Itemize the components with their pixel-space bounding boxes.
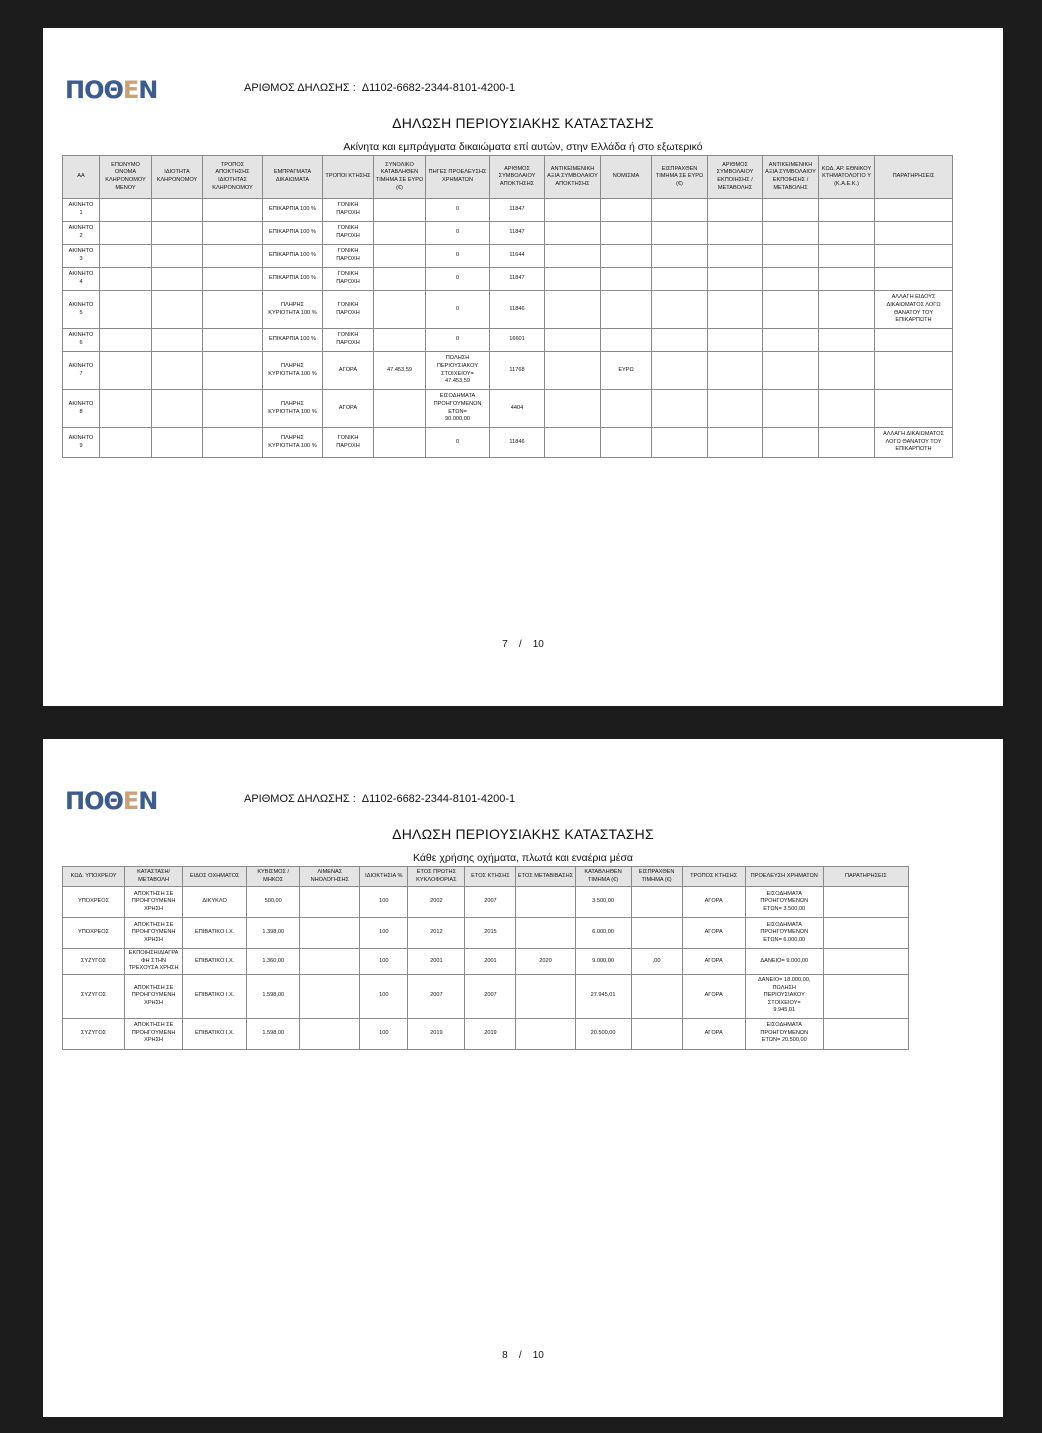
column-header: ΕΙΣΠΡΑΧΘΕΝ ΤΙΜΗΜΑ (€) xyxy=(631,867,682,887)
table-cell xyxy=(203,428,263,458)
table-cell xyxy=(100,329,152,352)
table-cell: ΑΓΟΡΑ xyxy=(682,949,745,975)
table-cell xyxy=(652,329,708,352)
table-cell: 2001 xyxy=(465,949,516,975)
table-cell: ΕΠΙΚΑΡΠΙΑ 100 % xyxy=(263,245,323,268)
table-cell: ΕΠΙΚΑΡΠΙΑ 100 % xyxy=(263,329,323,352)
table-cell: ΓΟΝΙΚΗ ΠΑΡΟΧΗ xyxy=(323,329,374,352)
declaration-number: ΑΡΙΘΜΟΣ ΔΗΛΩΣΗΣ : Δ1102-6682-2344-8101-4200-1 xyxy=(244,793,516,805)
table-cell: ,00 xyxy=(631,949,682,975)
column-header: ΝΟΜΙΣΜΑ xyxy=(601,156,652,199)
table-cell xyxy=(819,199,875,222)
table-cell: ΣΥΖΥΓΟΣ xyxy=(63,949,125,975)
table-cell xyxy=(374,428,426,458)
table-cell xyxy=(819,222,875,245)
page-indicator: 7 / 10 xyxy=(502,639,544,650)
table-cell: ΑΚΙΝΗΤΟ 6 xyxy=(63,329,100,352)
table-cell xyxy=(203,268,263,291)
table-cell: ΓΟΝΙΚΗ ΠΑΡΟΧΗ xyxy=(323,199,374,222)
column-header: ΑΝΤΙΚΕΙΜΕΝΙΚΗ ΑΞΙΑ ΣΥΜΒΟΛΑΙΟΥ ΑΠΟΚΤΗΣΗΣ xyxy=(545,156,601,199)
table-cell: ΠΛΗΡΗΣ ΚΥΡΙΟΤΗΤΑ 100 % xyxy=(263,352,323,390)
table-cell: 100 xyxy=(360,949,408,975)
column-header: ΑΝΤΙΚΕΙΜΕΝΙΚΗ ΑΞΙΑ ΣΥΜΒΟΛΑΙΟΥ ΕΚΠΟΙΗΣΗΣ / ΜΕΤΑΒΟΛΗΣ xyxy=(763,156,819,199)
table-cell: ΠΛΗΡΗΣ ΚΥΡΙΟΤΗΤΑ 100 % xyxy=(263,390,323,428)
table-cell: ΑΓΟΡΑ xyxy=(323,390,374,428)
table-cell: ΕΠΙΒΑΤΙΚΟ Ι.Χ. xyxy=(183,918,247,949)
table-cell xyxy=(100,245,152,268)
table-cell xyxy=(652,352,708,390)
table-cell xyxy=(374,245,426,268)
table-cell xyxy=(823,974,908,1018)
table-cell: ΕΙΣΟΔΗΜΑΤΑ ΠΡΟΗΓΟΥΜΕΝΩΝ ΕΤΩΝ= 3.500,00 xyxy=(745,887,823,918)
table-cell: ΥΠΟΧΡΕΟΣ xyxy=(63,918,125,949)
table-header-row xyxy=(63,867,909,887)
column-header: ΕΙΔΟΣ ΟΧΗΜΑΤΟΣ xyxy=(183,867,247,887)
table-cell xyxy=(203,199,263,222)
column-header: ΤΡΟΠΟΣ ΚΤΗΣΗΣ xyxy=(682,867,745,887)
column-header: ΚΑΤΑΒΛΗΘΕΝ ΤΙΜΗΜΑ (€) xyxy=(575,867,631,887)
table-cell: 0 xyxy=(426,268,490,291)
table-cell: ΑΠΟΚΤΗΣΗ ΣΕ ΠΡΟΗΓΟΥΜΕΝΗ ΧΡΗΣΗ xyxy=(125,887,183,918)
table-cell xyxy=(152,352,203,390)
table-cell xyxy=(763,352,819,390)
table-cell xyxy=(100,352,152,390)
table-row xyxy=(63,390,953,428)
table-row xyxy=(63,245,953,268)
table-cell: ΑΛΛΑΓΗ ΕΙΔΟΥΣ ΔΙΚΑΙΩΜΑΤΟΣ ΛΟΓΩ ΘΑΝΑΤΟΥ ΤΟΥ ΕΠΙΚΑΡΠΩΤΗ xyxy=(875,291,953,329)
table-row xyxy=(63,428,953,458)
table-cell xyxy=(100,428,152,458)
table-cell xyxy=(708,428,763,458)
table-cell: ΑΓΟΡΑ xyxy=(682,887,745,918)
table-cell xyxy=(152,329,203,352)
table-cell: 4404 xyxy=(490,390,545,428)
table-cell xyxy=(601,291,652,329)
table-cell: ΕΙΣΟΔΗΜΑΤΑ ΠΡΟΗΓΟΥΜΕΝΩΝ ΕΤΩΝ= 20.500,00 xyxy=(745,1018,823,1049)
page-indicator: 8 / 10 xyxy=(502,1350,544,1361)
table-cell: 0 xyxy=(426,245,490,268)
table-cell xyxy=(708,199,763,222)
column-header: ΕΠΩΝΥΜΟ ΟΝΟΜΑ ΚΛΗΡΟΝΟΜΟΥ ΜΕΝΟΥ xyxy=(100,156,152,199)
column-header: ΙΔΙΟΤΗΤΑ ΚΛΗΡΟΝΟΜΟΥ xyxy=(152,156,203,199)
table-cell: 2007 xyxy=(465,887,516,918)
column-header: ΕΜΠΡΑΓΜΑΤΑ ΔΙΚΑΙΩΜΑΤΑ xyxy=(263,156,323,199)
table-cell xyxy=(100,268,152,291)
table-cell xyxy=(516,918,575,949)
table-cell xyxy=(763,268,819,291)
table-cell: 0 xyxy=(426,428,490,458)
table-cell xyxy=(203,222,263,245)
table-cell xyxy=(100,199,152,222)
potheN-logo: ΠΟΘΕΝ xyxy=(65,76,158,104)
table-cell xyxy=(152,291,203,329)
table-cell xyxy=(652,245,708,268)
table-cell xyxy=(545,291,601,329)
table-cell xyxy=(152,268,203,291)
table-cell: 11847 xyxy=(490,268,545,291)
table-cell xyxy=(763,390,819,428)
table-cell xyxy=(300,887,360,918)
table-cell xyxy=(763,222,819,245)
column-header: ΑΑ xyxy=(63,156,100,199)
table-row xyxy=(63,918,909,949)
table-cell xyxy=(203,291,263,329)
table-cell: ΑΠΟΚΤΗΣΗ ΣΕ ΠΡΟΗΓΟΥΜΕΝΗ ΧΡΗΣΗ xyxy=(125,1018,183,1049)
table-cell: ΑΚΙΝΗΤΟ 4 xyxy=(63,268,100,291)
table-cell xyxy=(875,268,953,291)
table-cell xyxy=(652,199,708,222)
table-cell xyxy=(545,245,601,268)
table-cell xyxy=(708,245,763,268)
table-cell: 0 xyxy=(426,199,490,222)
document-page-7 xyxy=(43,28,1003,706)
table-cell xyxy=(631,887,682,918)
table-cell: 500,00 xyxy=(247,887,300,918)
table-cell xyxy=(875,390,953,428)
table-cell xyxy=(708,390,763,428)
column-header: ΠΗΓΕΣ ΠΡΟΕΛΕΥΣΗΣ ΧΡΗΜΑΤΩΝ xyxy=(426,156,490,199)
table-cell xyxy=(545,268,601,291)
table-cell xyxy=(819,428,875,458)
table-cell: 3.500,00 xyxy=(575,887,631,918)
table-cell xyxy=(763,291,819,329)
table-cell: 11768 xyxy=(490,352,545,390)
table-cell xyxy=(763,245,819,268)
table-cell: 47.453,59 xyxy=(374,352,426,390)
column-header: ΕΤΟΣ ΚΤΗΣΗΣ xyxy=(465,867,516,887)
table-cell: ΑΛΛΑΓΗ ΔΙΚΑΙΩΜΑΤΟΣ ΛΟΓΩ ΘΑΝΑΤΟΥ ΤΟΥ ΕΠΙΚΑΡΠΩΤΗ xyxy=(875,428,953,458)
table-cell: ΕΙΣΟΔΗΜΑΤΑ ΠΡΟΗΓΟΥΜΕΝΩΝ ΕΤΩΝ= 90.000,00 xyxy=(426,390,490,428)
table-cell: 100 xyxy=(360,1018,408,1049)
table-cell xyxy=(819,291,875,329)
table-cell xyxy=(374,199,426,222)
table-cell: ΔΙΚΥΚΛΟ xyxy=(183,887,247,918)
column-header: ΚΑΤΑΣΤΑΣΗ/ ΜΕΤΑΒΟΛΗ xyxy=(125,867,183,887)
table-cell xyxy=(601,428,652,458)
table-cell: 20.500,00 xyxy=(575,1018,631,1049)
table-cell xyxy=(819,352,875,390)
table-cell: 27.945,01 xyxy=(575,974,631,1018)
table-cell: ΑΠΟΚΤΗΣΗ ΣΕ ΠΡΟΗΓΟΥΜΕΝΗ ΧΡΗΣΗ xyxy=(125,918,183,949)
section-subtitle: Κάθε χρήσης οχήματα, πλωτά και εναέρια μέσα xyxy=(412,852,633,864)
table-cell xyxy=(545,428,601,458)
table-cell xyxy=(545,199,601,222)
table-row xyxy=(63,222,953,245)
table-cell: ΥΠΟΧΡΕΟΣ xyxy=(63,887,125,918)
table-cell: ΑΓΟΡΑ xyxy=(682,974,745,1018)
table-cell: ΓΟΝΙΚΗ ΠΑΡΟΧΗ xyxy=(323,245,374,268)
table-cell xyxy=(875,245,953,268)
table-cell xyxy=(823,887,908,918)
table-cell xyxy=(708,329,763,352)
table-cell xyxy=(152,245,203,268)
table-cell: ΕΠΙΚΑΡΠΙΑ 100 % xyxy=(263,222,323,245)
table-cell: ΕΙΣΟΔΗΜΑΤΑ ΠΡΟΗΓΟΥΜΕΝΩΝ ΕΤΩΝ= 6.000,00 xyxy=(745,918,823,949)
table-cell xyxy=(300,918,360,949)
table-cell xyxy=(763,199,819,222)
table-row xyxy=(63,268,953,291)
table-cell: ΕΠΙΚΑΡΠΙΑ 100 % xyxy=(263,268,323,291)
table-cell xyxy=(631,1018,682,1049)
table-cell xyxy=(374,390,426,428)
table-cell xyxy=(516,887,575,918)
table-cell xyxy=(652,428,708,458)
table-cell: 11846 xyxy=(490,428,545,458)
table-cell xyxy=(652,390,708,428)
table-cell: ΕΠΙΒΑΤΙΚΟ Ι.Χ. xyxy=(183,1018,247,1049)
table-cell xyxy=(601,390,652,428)
table-cell xyxy=(652,222,708,245)
column-header: ΤΡΟΠΟΙ ΚΤΗΣΗΣ xyxy=(323,156,374,199)
table-cell xyxy=(374,291,426,329)
column-header: ΑΡΙΘΜΟΣ ΣΥΜΒΟΛΑΙΟΥ ΕΚΠΟΙΗΣΗΣ /ΜΕΤΑΒΟΛΗΣ xyxy=(708,156,763,199)
column-header: ΛΙΜΕΝΑΣ ΝΗΟΛΟΓΗΣΗΣ xyxy=(300,867,360,887)
table-cell: 9.000,00 xyxy=(575,949,631,975)
table-cell: ΣΥΖΥΓΟΣ xyxy=(63,1018,125,1049)
table-cell: 2019 xyxy=(465,1018,516,1049)
table-cell: 100 xyxy=(360,918,408,949)
table-cell: ΕΠΙΒΑΤΙΚΟ Ι.Χ. xyxy=(183,974,247,1018)
table-cell: ΕΥΡΩ xyxy=(601,352,652,390)
table-cell xyxy=(152,199,203,222)
table-cell: 2019 xyxy=(408,1018,465,1049)
section-subtitle: Ακίνητα και εμπράγματα δικαιώματα επί αυτών, στην Ελλάδα ή στο εξωτερικό xyxy=(343,141,703,153)
table-cell xyxy=(819,245,875,268)
table-cell xyxy=(203,390,263,428)
table-cell xyxy=(875,199,953,222)
table-cell xyxy=(819,268,875,291)
table-row xyxy=(63,949,909,975)
table-cell: 6.000,00 xyxy=(575,918,631,949)
table-cell xyxy=(203,352,263,390)
table-cell: ΑΚΙΝΗΤΟ 8 xyxy=(63,390,100,428)
table-cell xyxy=(100,291,152,329)
table-cell: 100 xyxy=(360,974,408,1018)
table-cell xyxy=(374,222,426,245)
table-row xyxy=(63,329,953,352)
column-header: ΠΡΟΕΛΕΥΣΗ ΧΡΗΜΑΤΩΝ xyxy=(745,867,823,887)
table-cell: 0 xyxy=(426,291,490,329)
table-cell: ΑΓΟΡΑ xyxy=(682,1018,745,1049)
table-cell xyxy=(631,918,682,949)
table-cell: ΓΟΝΙΚΗ ΠΑΡΟΧΗ xyxy=(323,268,374,291)
table-cell xyxy=(652,291,708,329)
table-cell xyxy=(203,329,263,352)
table-header-row xyxy=(63,156,953,199)
table-cell xyxy=(875,352,953,390)
table-cell: 0 xyxy=(426,222,490,245)
table-cell xyxy=(823,949,908,975)
table-cell xyxy=(374,329,426,352)
table-cell: ΕΠΙΚΑΡΠΙΑ 100 % xyxy=(263,199,323,222)
table-cell xyxy=(823,918,908,949)
table-cell: ΑΠΟΚΤΗΣΗ ΣΕ ΠΡΟΗΓΟΥΜΕΝΗ ΧΡΗΣΗ xyxy=(125,974,183,1018)
table-cell: ΔΑΝΕΙΟ= 18.000,00, ΠΩΛΗΣΗ ΠΕΡΙΟΥΣΙΑΚΟΥ ΣΤΟΙΧΕΙΟΥ= 9.945,01 xyxy=(745,974,823,1018)
vehicles-table xyxy=(62,866,909,1050)
table-cell: 2015 xyxy=(465,918,516,949)
table-cell: ΓΟΝΙΚΗ ΠΑΡΟΧΗ xyxy=(323,428,374,458)
column-header: ΚΥΒΙΣΜΟΣ / ΜΗΚΟΣ xyxy=(247,867,300,887)
table-row xyxy=(63,974,909,1018)
table-cell: ΣΥΖΥΓΟΣ xyxy=(63,974,125,1018)
table-cell: 1.598,00 xyxy=(247,1018,300,1049)
column-header: ΕΤΟΣ ΠΡΩΤΗΣ ΚΥΚΛΟΦΟΡΙΑΣ xyxy=(408,867,465,887)
table-cell xyxy=(708,291,763,329)
table-cell: 1.598,00 xyxy=(247,974,300,1018)
table-cell xyxy=(100,222,152,245)
column-header: ΠΑΡΑΤΗΡΗΣΕΙΣ xyxy=(823,867,908,887)
table-cell xyxy=(631,974,682,1018)
table-cell: ΑΚΙΝΗΤΟ 2 xyxy=(63,222,100,245)
table-cell xyxy=(708,352,763,390)
table-cell: ΑΚΙΝΗΤΟ 7 xyxy=(63,352,100,390)
real-estate-table xyxy=(62,155,953,458)
table-cell: ΑΚΙΝΗΤΟ 5 xyxy=(63,291,100,329)
table-cell: 0 xyxy=(426,329,490,352)
table-cell: 1.398,00 xyxy=(247,918,300,949)
table-cell: 2007 xyxy=(465,974,516,1018)
table-cell xyxy=(708,222,763,245)
table-cell xyxy=(763,329,819,352)
table-cell xyxy=(819,329,875,352)
table-cell xyxy=(152,428,203,458)
table-cell: 2001 xyxy=(408,949,465,975)
table-cell xyxy=(100,390,152,428)
table-cell: 2012 xyxy=(408,918,465,949)
table-cell: 2002 xyxy=(408,887,465,918)
table-row xyxy=(63,887,909,918)
table-cell: ΕΠΙΒΑΤΙΚΟ Ι.Χ. xyxy=(183,949,247,975)
table-cell xyxy=(708,268,763,291)
table-cell xyxy=(763,428,819,458)
table-cell xyxy=(875,222,953,245)
potheN-logo: ΠΟΘΕΝ xyxy=(65,787,158,815)
table-cell xyxy=(601,245,652,268)
table-cell xyxy=(516,974,575,1018)
table-cell xyxy=(601,222,652,245)
column-header: ΣΥΝΟΛΙΚΟ ΚΑΤΑΒΛΗΘΕΝ ΤΙΜΗΜΑ ΣΕ ΕΥΡΩ (€) xyxy=(374,156,426,199)
table-row xyxy=(63,352,953,390)
declaration-number: ΑΡΙΘΜΟΣ ΔΗΛΩΣΗΣ : Δ1102-6682-2344-8101-4200-1 xyxy=(244,82,516,94)
table-cell: ΑΓΟΡΑ xyxy=(682,918,745,949)
table-cell: ΓΟΝΙΚΗ ΠΑΡΟΧΗ xyxy=(323,222,374,245)
table-cell: 2007 xyxy=(408,974,465,1018)
table-cell: 11644 xyxy=(490,245,545,268)
table-cell: ΑΓΟΡΑ xyxy=(323,352,374,390)
table-cell: ΠΛΗΡΗΣ ΚΥΡΙΟΤΗΤΑ 100 % xyxy=(263,428,323,458)
table-row xyxy=(63,199,953,222)
table-cell xyxy=(152,222,203,245)
table-cell xyxy=(823,1018,908,1049)
column-header: ΑΡΙΘΜΟΣ ΣΥΜΒΟΛΑΙΟΥ ΑΠΟΚΤΗΣΗΣ xyxy=(490,156,545,199)
table-cell xyxy=(601,329,652,352)
column-header: ΚΩΔ. ΑΡ. ΕΘΝΙΚΟΥ ΚΤΗΜΑΤΟΛΟΓΙΟ Υ (Κ.Α.Ε.Κ.) xyxy=(819,156,875,199)
table-cell: 11847 xyxy=(490,222,545,245)
table-cell xyxy=(152,390,203,428)
table-cell: 1.360,00 xyxy=(247,949,300,975)
table-cell: ΑΚΙΝΗΤΟ 9 xyxy=(63,428,100,458)
table-row xyxy=(63,1018,909,1049)
table-row xyxy=(63,291,953,329)
table-cell: 2020 xyxy=(516,949,575,975)
table-cell xyxy=(300,1018,360,1049)
document-page-8 xyxy=(43,739,1003,1417)
table-cell xyxy=(545,222,601,245)
table-cell xyxy=(300,949,360,975)
table-cell xyxy=(652,268,708,291)
table-cell: 11846 xyxy=(490,291,545,329)
table-cell xyxy=(545,329,601,352)
table-cell xyxy=(875,329,953,352)
table-cell: ΠΩΛΗΣΗ ΠΕΡΙΟΥΣΙΑΚΟΥ ΣΤΟΙΧΕΙΟΥ= 47.453,59 xyxy=(426,352,490,390)
table-cell xyxy=(516,1018,575,1049)
table-cell: 100 xyxy=(360,887,408,918)
document-title: ΔΗΛΩΣΗ ΠΕΡΙΟΥΣΙΑΚΗΣ ΚΑΤΑΣΤΑΣΗΣ xyxy=(392,826,654,842)
table-cell xyxy=(545,352,601,390)
table-cell: ΑΚΙΝΗΤΟ 1 xyxy=(63,199,100,222)
table-cell xyxy=(819,390,875,428)
column-header: ΙΔΙΟΚΤΗΣΙΑ % xyxy=(360,867,408,887)
table-cell: ΑΚΙΝΗΤΟ 3 xyxy=(63,245,100,268)
table-cell: 11847 xyxy=(490,199,545,222)
column-header: ΠΑΡΑΤΗΡΗΣΕΙΣ xyxy=(875,156,953,199)
column-header: ΤΡΟΠΟΣ ΑΠΟΚΤΗΣΗΣ ΙΔΙΟΤΗΤΑΣ ΚΛΗΡΟΝΟΜΟΥ xyxy=(203,156,263,199)
table-cell: 16601 xyxy=(490,329,545,352)
table-cell xyxy=(374,268,426,291)
table-cell: ΓΟΝΙΚΗ ΠΑΡΟΧΗ xyxy=(323,291,374,329)
table-cell xyxy=(203,245,263,268)
table-cell xyxy=(300,974,360,1018)
document-title: ΔΗΛΩΣΗ ΠΕΡΙΟΥΣΙΑΚΗΣ ΚΑΤΑΣΤΑΣΗΣ xyxy=(392,115,654,131)
column-header: ΕΙΣΠΡΑΧΘΕΝ ΤΙΜΗΜΑ ΣΕ ΕΥΡΩ (€) xyxy=(652,156,708,199)
table-cell xyxy=(601,199,652,222)
table-cell: ΕΚΠΟΙΗΣΗ/ΔΙΑΓΡΑ ΦΗ ΣΤΗΝ ΤΡΕΧΟΥΣΑ ΧΡΗΣΗ xyxy=(125,949,183,975)
table-cell xyxy=(545,390,601,428)
column-header: ΚΩΔ. ΥΠΟΧΡΕΟΥ xyxy=(63,867,125,887)
table-cell: ΔΑΝΕΙΟ= 9.000,00 xyxy=(745,949,823,975)
table-cell: ΠΛΗΡΗΣ ΚΥΡΙΟΤΗΤΑ 100 % xyxy=(263,291,323,329)
table-cell xyxy=(601,268,652,291)
column-header: ΕΤΟΣ ΜΕΤΑΒΙΒΑΣΗΣ xyxy=(516,867,575,887)
